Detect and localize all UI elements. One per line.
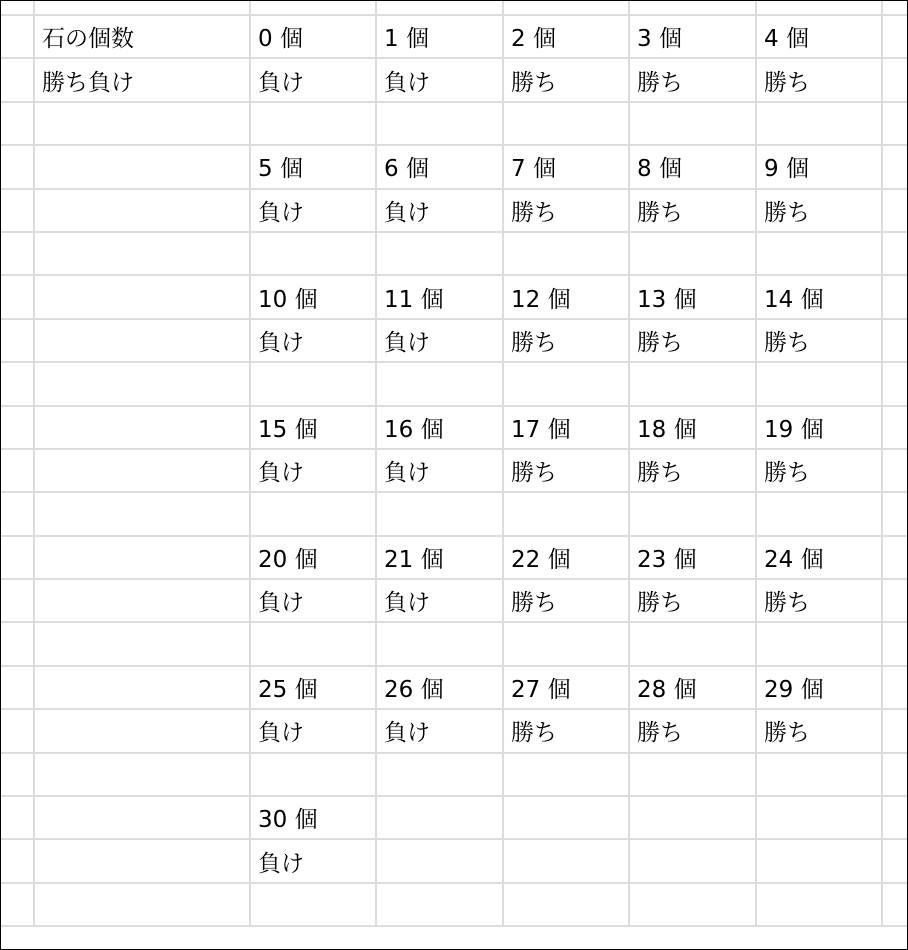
sheet-cell[interactable]: 27 個	[503, 666, 629, 709]
sheet-cell[interactable]: 負け	[376, 189, 503, 232]
sheet-cell[interactable]: 24 個	[756, 536, 882, 579]
sheet-cell[interactable]	[503, 232, 629, 275]
win-lose-row	[1, 189, 907, 232]
sheet-cell[interactable]	[629, 796, 756, 839]
stone-count-row	[1, 15, 907, 58]
sheet-cell[interactable]	[503, 753, 629, 796]
sheet-cell[interactable]: 負け	[376, 579, 503, 622]
sheet-cell[interactable]: 勝ち	[756, 709, 882, 752]
sheet-cell[interactable]	[756, 622, 882, 665]
row-gutter-cell[interactable]	[1, 406, 34, 449]
sheet-cell[interactable]	[376, 796, 503, 839]
sheet-cell[interactable]	[250, 622, 376, 665]
sheet-cell[interactable]	[629, 362, 756, 405]
sheet-cell[interactable]	[250, 753, 376, 796]
label-cell[interactable]	[34, 449, 250, 492]
sheet-cell[interactable]	[503, 796, 629, 839]
row-gutter-cell[interactable]	[1, 796, 34, 839]
overflow-column-cell[interactable]	[882, 15, 907, 58]
label-cell[interactable]	[34, 145, 250, 188]
stone-count-row	[1, 145, 907, 188]
sheet-cell[interactable]: 勝ち	[629, 58, 756, 101]
sheet-cell[interactable]	[250, 232, 376, 275]
overflow-column-cell[interactable]	[882, 406, 907, 449]
empty-row	[1, 753, 907, 796]
overflow-column-cell[interactable]	[882, 622, 907, 665]
sheet-cell[interactable]: 勝ち	[503, 189, 629, 232]
sheet-cell[interactable]	[376, 883, 503, 926]
row-gutter-cell[interactable]	[1, 883, 34, 926]
empty-row	[1, 622, 907, 665]
overflow-column-cell[interactable]	[882, 145, 907, 188]
label-cell[interactable]	[34, 189, 250, 232]
sheet-cell[interactable]	[756, 362, 882, 405]
win-lose-row	[1, 449, 907, 492]
sheet-cell[interactable]: 負け	[250, 319, 376, 362]
sheet-cell[interactable]	[756, 232, 882, 275]
row-gutter-cell[interactable]	[1, 189, 34, 232]
sheet-cell[interactable]: 18 個	[629, 406, 756, 449]
sheet-cell[interactable]	[756, 883, 882, 926]
sheet-cell[interactable]	[756, 839, 882, 882]
sheet-cell[interactable]: 25 個	[250, 666, 376, 709]
sheet-cell[interactable]: 21 個	[376, 536, 503, 579]
label-cell[interactable]	[34, 839, 250, 882]
sheet-cell[interactable]	[376, 753, 503, 796]
label-cell[interactable]	[34, 579, 250, 622]
sheet-cell[interactable]: 1 個	[376, 15, 503, 58]
sheet-cell[interactable]: 29 個	[756, 666, 882, 709]
row-gutter-cell[interactable]	[1, 536, 34, 579]
row-gutter-cell[interactable]	[1, 579, 34, 622]
sheet-cell[interactable]: 20 個	[250, 536, 376, 579]
win-lose-row	[1, 839, 907, 882]
sheet-cell[interactable]: 12 個	[503, 275, 629, 318]
sheet-cell[interactable]: 勝ち	[756, 189, 882, 232]
sheet-cell[interactable]	[503, 362, 629, 405]
sheet-cell[interactable]: 負け	[250, 189, 376, 232]
sheet-cell[interactable]: 9 個	[756, 145, 882, 188]
sheet-cell[interactable]: 負け	[376, 319, 503, 362]
sheet-cell[interactable]	[756, 102, 882, 145]
row-gutter-cell[interactable]	[1, 492, 34, 535]
overflow-column-cell[interactable]	[882, 58, 907, 101]
sheet-cell[interactable]: 勝ち	[503, 709, 629, 752]
sheet-cell[interactable]	[250, 883, 376, 926]
sheet-cell[interactable]: 16 個	[376, 406, 503, 449]
win-lose-row	[1, 579, 907, 622]
sheet-cell[interactable]	[503, 102, 629, 145]
sheet-cell[interactable]	[376, 839, 503, 882]
sheet-cell[interactable]	[503, 883, 629, 926]
sheet-cell[interactable]: 勝ち	[756, 579, 882, 622]
sheet-cell[interactable]: 負け	[250, 579, 376, 622]
sheet-cell[interactable]: 勝ち	[629, 319, 756, 362]
sheet-cell[interactable]: 19 個	[756, 406, 882, 449]
overflow-column-cell[interactable]	[882, 796, 907, 839]
sheet-cell[interactable]: 28 個	[629, 666, 756, 709]
overflow-column-cell[interactable]	[882, 709, 907, 752]
label-cell[interactable]	[34, 796, 250, 839]
label-cell[interactable]	[34, 362, 250, 405]
sheet-cell[interactable]: 勝ち	[503, 319, 629, 362]
partial-top-row	[1, 1, 907, 14]
overflow-column-cell[interactable]	[882, 102, 907, 145]
sheet-cell[interactable]	[756, 796, 882, 839]
sheet-cell[interactable]: 勝ち	[629, 579, 756, 622]
sheet-cell[interactable]: 10 個	[250, 275, 376, 318]
sheet-cell[interactable]: 負け	[250, 449, 376, 492]
sheet-cell[interactable]	[629, 839, 756, 882]
sheet-cell[interactable]	[503, 839, 629, 882]
sheet-cell[interactable]	[376, 232, 503, 275]
label-cell[interactable]	[34, 622, 250, 665]
sheet-cell[interactable]: 負け	[376, 58, 503, 101]
sheet-cell[interactable]	[629, 232, 756, 275]
sheet-cell[interactable]	[629, 102, 756, 145]
sheet-cell[interactable]	[629, 492, 756, 535]
row-gutter-cell[interactable]	[1, 145, 34, 188]
sheet-cell[interactable]: 負け	[250, 709, 376, 752]
overflow-column-cell[interactable]	[882, 883, 907, 926]
sheet-cell[interactable]: 14 個	[756, 275, 882, 318]
empty-row	[1, 232, 907, 275]
row-gutter-cell[interactable]	[1, 319, 34, 362]
sheet-cell[interactable]: 7 個	[503, 145, 629, 188]
label-cell[interactable]	[34, 709, 250, 752]
sheet-cell[interactable]	[629, 622, 756, 665]
sheet-cell[interactable]: 勝ち	[756, 58, 882, 101]
row-gutter-cell[interactable]	[1, 102, 34, 145]
label-cell[interactable]: 勝ち負け	[34, 58, 250, 101]
sheet-cell[interactable]: 30 個	[250, 796, 376, 839]
overflow-column-cell[interactable]	[882, 362, 907, 405]
sheet-cell[interactable]: 8 個	[629, 145, 756, 188]
label-cell[interactable]	[34, 666, 250, 709]
stone-count-row	[1, 275, 907, 318]
label-cell[interactable]	[34, 232, 250, 275]
overflow-column-cell[interactable]	[882, 839, 907, 882]
sheet-cell[interactable]	[376, 622, 503, 665]
sheet-cell[interactable]	[250, 102, 376, 145]
label-cell[interactable]	[34, 492, 250, 535]
label-cell[interactable]	[34, 275, 250, 318]
stone-count-row	[1, 406, 907, 449]
row-gutter-cell[interactable]	[1, 839, 34, 882]
sheet-cell[interactable]	[376, 362, 503, 405]
sheet-cell[interactable]: 勝ち	[756, 319, 882, 362]
row-gutter-cell[interactable]	[1, 666, 34, 709]
sheet-cell[interactable]: 17 個	[503, 406, 629, 449]
empty-row	[1, 102, 907, 145]
sheet-cell[interactable]: 勝ち	[503, 579, 629, 622]
sheet-cell[interactable]: 勝ち	[629, 709, 756, 752]
sheet-cell[interactable]: 26 個	[376, 666, 503, 709]
sheet-cell[interactable]	[629, 883, 756, 926]
row-gutter-cell[interactable]	[1, 709, 34, 752]
row-gutter-cell[interactable]	[1, 362, 34, 405]
row-gutter-cell[interactable]	[1, 753, 34, 796]
row-gutter-cell[interactable]	[1, 232, 34, 275]
label-cell[interactable]	[34, 753, 250, 796]
sheet-cell[interactable]: 13 個	[629, 275, 756, 318]
sheet-cell[interactable]: 0 個	[250, 15, 376, 58]
overflow-column-cell[interactable]	[882, 579, 907, 622]
sheet-cell[interactable]: 勝ち	[629, 449, 756, 492]
sheet-cell[interactable]: 勝ち	[629, 189, 756, 232]
sheet-cell[interactable]: 2 個	[503, 15, 629, 58]
sheet-cell[interactable]	[756, 492, 882, 535]
sheet-cell[interactable]	[250, 492, 376, 535]
sheet-cell[interactable]	[376, 102, 503, 145]
sheet-cell[interactable]: 11 個	[376, 275, 503, 318]
row-gutter-cell[interactable]	[1, 622, 34, 665]
win-lose-row	[1, 58, 907, 101]
row-gutter-cell[interactable]	[1, 58, 34, 101]
sheet-cell[interactable]	[756, 753, 882, 796]
row-gutter-cell[interactable]	[1, 15, 34, 58]
sheet-cell[interactable]	[250, 362, 376, 405]
row-gutter-cell[interactable]	[1, 449, 34, 492]
sheet-cell[interactable]: 15 個	[250, 406, 376, 449]
label-cell[interactable]	[34, 319, 250, 362]
stone-count-row	[1, 666, 907, 709]
overflow-column-cell[interactable]	[882, 492, 907, 535]
overflow-column-cell[interactable]	[882, 666, 907, 709]
sheet-cell[interactable]: 負け	[376, 709, 503, 752]
stone-count-row	[1, 536, 907, 579]
overflow-column-cell[interactable]	[882, 275, 907, 318]
label-cell[interactable]	[34, 102, 250, 145]
sheet-cell[interactable]: 負け	[250, 839, 376, 882]
sheet-cell[interactable]	[376, 492, 503, 535]
sheet-cell[interactable]	[503, 622, 629, 665]
sheet-cell[interactable]	[503, 492, 629, 535]
stone-count-row	[1, 796, 907, 839]
sheet-cell[interactable]: 負け	[250, 58, 376, 101]
sheet-cell[interactable]: 勝ち	[503, 449, 629, 492]
sheet-cell[interactable]: 5 個	[250, 145, 376, 188]
win-lose-row	[1, 319, 907, 362]
sheet-cell[interactable]: 3 個	[629, 15, 756, 58]
label-cell[interactable]	[34, 536, 250, 579]
empty-row	[1, 362, 907, 405]
overflow-column-cell[interactable]	[882, 536, 907, 579]
sheet-cell[interactable]: 負け	[376, 449, 503, 492]
sheet-cell[interactable]: 6 個	[376, 145, 503, 188]
overflow-column-cell[interactable]	[882, 232, 907, 275]
empty-row	[1, 883, 907, 926]
sheet-cell[interactable]: 4 個	[756, 15, 882, 58]
spreadsheet-grid	[1, 14, 907, 927]
overflow-column-cell[interactable]	[882, 753, 907, 796]
label-cell[interactable]	[34, 883, 250, 926]
label-cell[interactable]: 石の個数	[34, 15, 250, 58]
sheet-cell[interactable]: 22 個	[503, 536, 629, 579]
sheet-cell[interactable]: 勝ち	[756, 449, 882, 492]
overflow-column-cell[interactable]	[882, 319, 907, 362]
sheet-cell[interactable]: 23 個	[629, 536, 756, 579]
overflow-column-cell[interactable]	[882, 449, 907, 492]
empty-row	[1, 492, 907, 535]
label-cell[interactable]	[34, 406, 250, 449]
overflow-column-cell[interactable]	[882, 189, 907, 232]
sheet-cell[interactable]	[629, 753, 756, 796]
win-lose-row	[1, 709, 907, 752]
row-gutter-cell[interactable]	[1, 275, 34, 318]
sheet-cell[interactable]: 勝ち	[503, 58, 629, 101]
